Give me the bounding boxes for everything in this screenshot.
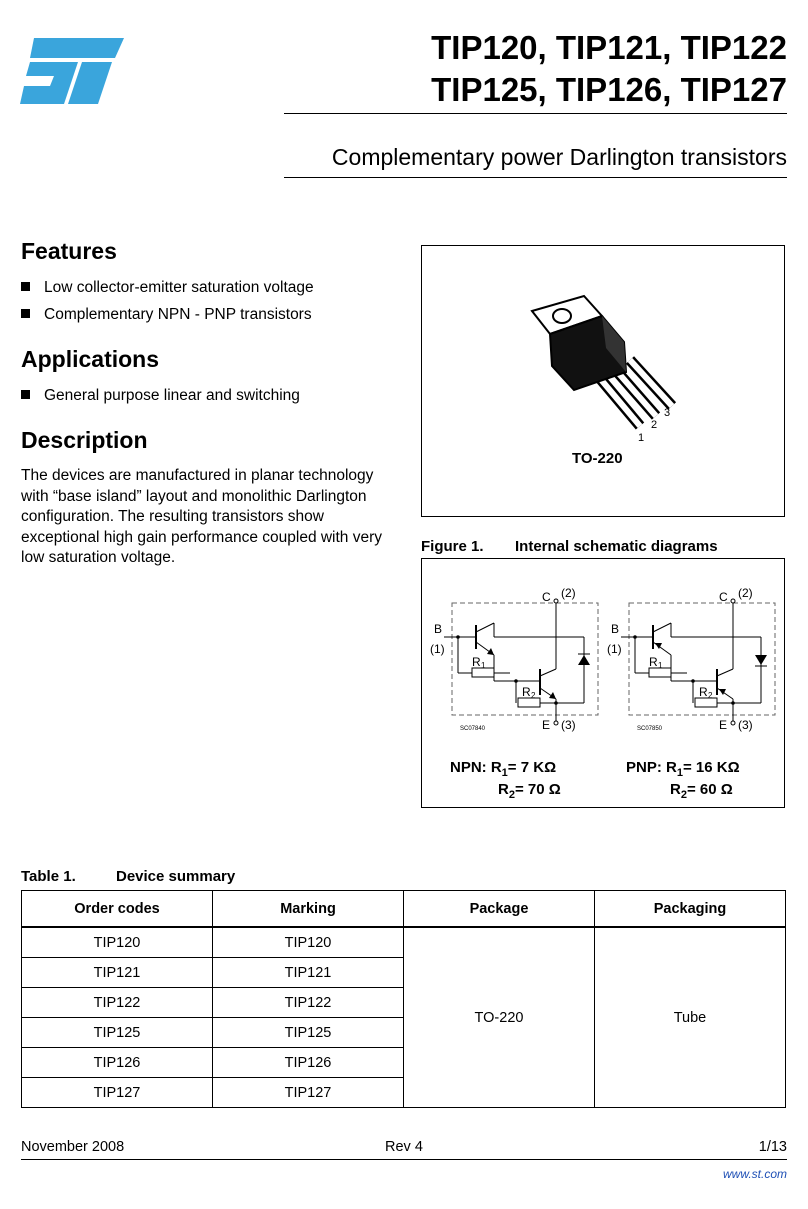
- doc-title-line1: TIP120, TIP121, TIP122: [431, 29, 787, 66]
- feature-item: [21, 279, 314, 297]
- npn-pin-c-num: (2): [561, 586, 576, 600]
- npn-r2-sub: 2: [531, 691, 536, 700]
- package-label: TO-220: [572, 450, 623, 467]
- npn-r2-label: R: [522, 685, 531, 699]
- order-code-cell: TIP125: [22, 1018, 213, 1048]
- table-header-row: [22, 891, 786, 928]
- logo-text: ST: [20, 38, 22, 39]
- footer-date: November 2008: [21, 1139, 125, 1155]
- npn-code: SC07840: [460, 726, 486, 732]
- doc-subtitle: Complementary power Darlington transistors: [331, 144, 787, 170]
- pnp-pin-e-num: (3): [738, 718, 753, 732]
- applications-heading: Applications: [21, 346, 160, 372]
- footer-divider: [21, 1159, 787, 1160]
- order-code-cell: TIP122: [22, 988, 213, 1018]
- npn-pin-c: C: [542, 590, 551, 604]
- feature-text: Low collector-emitter saturation voltage: [44, 279, 314, 296]
- order-code-cell: TIP126: [22, 1048, 213, 1078]
- marking-cell: TIP127: [213, 1078, 404, 1108]
- package-figure: [421, 245, 785, 517]
- pnp-r2-sub: 2: [708, 691, 713, 700]
- subtitle-divider: [284, 177, 787, 178]
- order-code-cell: TIP127: [22, 1078, 213, 1108]
- npn-pin-e: E: [542, 718, 551, 732]
- feature-text: Complementary NPN - PNP transistors: [44, 306, 312, 323]
- feature-item: [21, 306, 312, 324]
- pnp-r1-sub: 1: [658, 661, 663, 670]
- pnp-pin-c: C: [719, 590, 728, 604]
- npn-formula-r1: NPN: $R_1= 7$ KΩ: [450, 759, 557, 779]
- table1-number: Table 1.: [21, 868, 76, 885]
- npn-pin-e-num: (3): [561, 718, 576, 732]
- npn-r1-label: R: [472, 655, 481, 669]
- package-cell: TO-220: [404, 927, 595, 1108]
- application-item: [21, 387, 300, 405]
- col-order-codes: Order codes: [22, 891, 213, 928]
- npn-formula-r2: $R_2= 70$ Ω: [498, 781, 561, 801]
- footer-page-number: 1/13: [758, 1139, 787, 1155]
- marking-cell: TIP120: [213, 927, 404, 958]
- packaging-cell: Tube: [595, 927, 786, 1108]
- description-text: The devices are manufactured in planar technology with “base island” layout and monolithic Darlington configuration. The resulting transistors show exceptional high gain performance coupled with very low saturation voltage.: [21, 467, 383, 566]
- marking-cell: TIP125: [213, 1018, 404, 1048]
- pnp-pin-c-num: (2): [738, 586, 753, 600]
- schematic-figure: [421, 558, 785, 808]
- pin-label-2: 2: [651, 419, 658, 431]
- pnp-code: SC07850: [637, 726, 663, 732]
- pnp-r1-label: R: [649, 655, 658, 669]
- device-summary-table: [21, 890, 786, 1108]
- pnp-schematic: [605, 581, 781, 737]
- features-heading: Features: [21, 238, 117, 264]
- footer-website-link[interactable]: www.st.com: [722, 1167, 787, 1181]
- pnp-formula-r2: $R_2= 60$ Ω: [670, 781, 733, 801]
- pnp-formula-r1: PNP: $R_1= 16$ KΩ: [626, 759, 740, 779]
- to220-package-icon: [522, 286, 702, 456]
- pin-label-3: 3: [664, 407, 671, 419]
- col-packaging: Packaging: [595, 891, 786, 928]
- marking-cell: TIP122: [213, 988, 404, 1018]
- bullet-square-icon: [21, 309, 30, 318]
- marking-cell: TIP121: [213, 958, 404, 988]
- application-text: General purpose linear and switching: [44, 387, 300, 404]
- title-divider: [284, 113, 787, 114]
- figure1-title: Internal schematic diagrams: [515, 538, 718, 555]
- description-heading: Description: [21, 427, 148, 453]
- figure1-number: Figure 1.: [421, 538, 484, 555]
- npn-pin-b-num: (1): [430, 642, 445, 656]
- bullet-square-icon: [21, 390, 30, 399]
- doc-title-line2: TIP125, TIP126, TIP127: [431, 71, 787, 108]
- table-row: [22, 927, 786, 958]
- col-marking: Marking: [213, 891, 404, 928]
- pin-label-1: 1: [638, 432, 645, 444]
- pnp-pin-b-num: (1): [607, 642, 622, 656]
- bullet-square-icon: [21, 282, 30, 291]
- marking-cell: TIP126: [213, 1048, 404, 1078]
- order-code-cell: TIP121: [22, 958, 213, 988]
- table1-title: Device summary: [116, 868, 236, 885]
- pnp-pin-b: B: [611, 622, 620, 636]
- pnp-r2-label: R: [699, 685, 708, 699]
- npn-pin-b: B: [434, 622, 443, 636]
- order-code-cell: TIP120: [22, 927, 213, 958]
- npn-r1-sub: 1: [481, 661, 486, 670]
- pnp-pin-e: E: [719, 718, 728, 732]
- footer-revision: Rev 4: [385, 1139, 423, 1155]
- col-package: Package: [404, 891, 595, 928]
- st-logo: [20, 38, 124, 106]
- npn-schematic: [428, 581, 604, 737]
